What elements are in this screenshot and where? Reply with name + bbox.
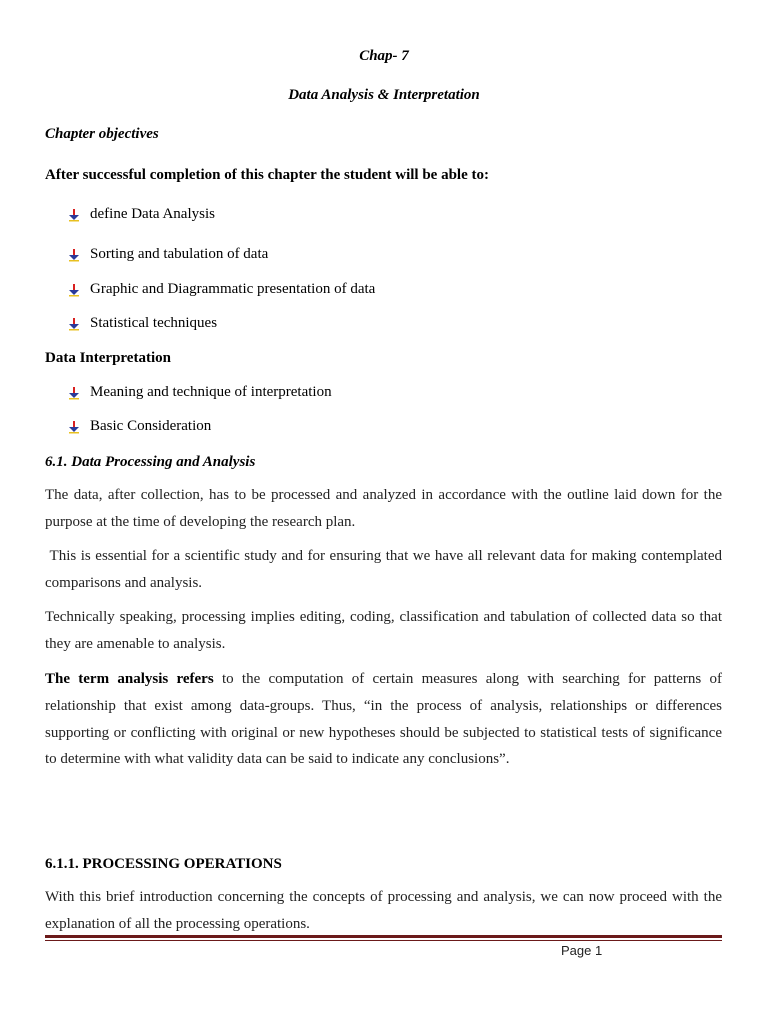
footer-divider-thin: [45, 940, 722, 941]
term-analysis-text: to the computation of certain measures along with searching for patterns of relationship that exist among data-groups. Thus, “in the process of analysis, relationships or differences supporting or conflicting with original or new hypotheses should be subjected to statistical tests of significance to determine with what validity data can be said to indicate any conclusions”.: [45, 671, 722, 768]
term-analysis-paragraph: [45, 666, 722, 773]
objective-item: Graphic and Diagrammatic presentation of data: [90, 281, 376, 297]
objectives-heading: Chapter objectives: [45, 126, 159, 142]
bullet-arrow-icon: [68, 283, 80, 297]
subsection-heading: 6.1.1. PROCESSING OPERATIONS: [45, 856, 282, 872]
footer-divider: [45, 935, 722, 938]
chapter-number: Chap- 7: [359, 48, 409, 64]
interpretation-heading: Data Interpretation: [45, 350, 171, 366]
objective-item: Sorting and tabulation of data: [90, 246, 269, 262]
body-paragraph: Technically speaking, processing implies editing, coding, classification and tabulation of collected data so that they are amenable to analysis.: [45, 609, 722, 652]
bullet-arrow-icon: [68, 248, 80, 262]
term-analysis-lead: The term analysis refers: [45, 671, 214, 687]
bullet-arrow-icon: [68, 420, 80, 434]
bullet-arrow-icon: [68, 386, 80, 400]
interpretation-item: Basic Consideration: [90, 418, 212, 434]
bullet-arrow-icon: [68, 208, 80, 222]
section-heading: 6.1. Data Processing and Analysis: [45, 454, 256, 470]
objective-item: Statistical techniques: [90, 315, 218, 331]
page-number: Page 1: [561, 943, 603, 958]
chapter-title: Data Analysis & Interpretation: [288, 87, 480, 103]
bullet-arrow-icon: [68, 317, 80, 331]
interpretation-item: Meaning and technique of interpretation: [90, 384, 332, 400]
body-paragraph: This is essential for a scientific study and for ensuring that we have all relevant data for making contemplated comparisons and analysis.: [45, 548, 722, 591]
objective-item: define Data Analysis: [90, 206, 215, 222]
body-paragraph: With this brief introduction concerning the concepts of processing and analysis, we can now proceed with the explanation of all the processing operations.: [45, 889, 722, 932]
objectives-intro: After successful completion of this chapter the student will be able to:: [45, 167, 489, 183]
body-paragraph: The data, after collection, has to be processed and analyzed in accordance with the outline laid down for the purpose at the time of developing the research plan.: [45, 487, 722, 530]
